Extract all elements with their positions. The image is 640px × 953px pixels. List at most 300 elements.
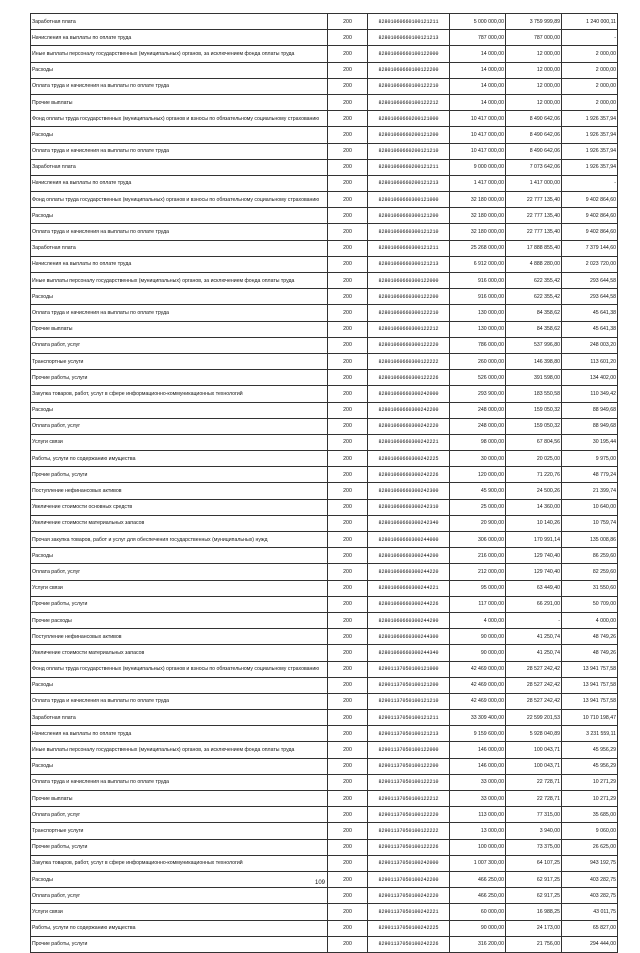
row-approved-cell: 306 000,00 (450, 532, 506, 548)
row-approved-cell: 120 000,00 (450, 467, 506, 483)
row-line-code-cell: 200 (328, 888, 368, 904)
row-unexecuted-cell: 7 379 144,60 (562, 240, 618, 256)
row-line-code-cell: 200 (328, 208, 368, 224)
row-line-code-cell: 200 (328, 564, 368, 580)
row-budget-code-cell: 82901137050100122212 (368, 791, 450, 807)
row-line-code-cell: 200 (328, 710, 368, 726)
row-name-cell: Начисления на выплаты по оплате труда (31, 256, 328, 272)
row-name-cell: Оплата работ, услуг (31, 564, 328, 580)
table-row (31, 208, 618, 224)
row-budget-code-cell: 82801060660300122222 (368, 353, 450, 369)
row-line-code-cell: 200 (328, 370, 368, 386)
row-executed-cell: 12 000,00 (506, 94, 562, 110)
row-budget-code-cell: 82801060660200121000 (368, 111, 450, 127)
row-unexecuted-cell: 13 941 757,58 (562, 693, 618, 709)
row-budget-code-cell: 82801060660300122212 (368, 321, 450, 337)
row-executed-cell: 159 050,32 (506, 418, 562, 434)
row-unexecuted-cell: 35 685,00 (562, 807, 618, 823)
row-approved-cell: 30 000,00 (450, 451, 506, 467)
row-name-cell: Услуги связи (31, 434, 328, 450)
row-line-code-cell: 200 (328, 289, 368, 305)
row-approved-cell: 916 000,00 (450, 273, 506, 289)
row-executed-cell: 3 940,00 (506, 823, 562, 839)
row-line-code-cell: 200 (328, 904, 368, 920)
row-name-cell: Прочие работы, услуги (31, 839, 328, 855)
row-budget-code-cell: 82901137050100121213 (368, 726, 450, 742)
row-executed-cell: 41 250,74 (506, 629, 562, 645)
row-approved-cell: 45 900,00 (450, 483, 506, 499)
row-budget-code-cell: 82801060660300242221 (368, 434, 450, 450)
row-approved-cell: 14 000,00 (450, 78, 506, 94)
table-row (31, 791, 618, 807)
row-approved-cell: 10 417 000,00 (450, 111, 506, 127)
row-approved-cell: 248 000,00 (450, 402, 506, 418)
row-budget-code-cell: 82801060660300122200 (368, 289, 450, 305)
row-approved-cell: 42 469 000,00 (450, 661, 506, 677)
row-approved-cell: 33 000,00 (450, 774, 506, 790)
table-row (31, 920, 618, 936)
row-approved-cell: 113 000,00 (450, 807, 506, 823)
row-executed-cell: 622 355,42 (506, 289, 562, 305)
table-row (31, 78, 618, 94)
row-line-code-cell: 200 (328, 337, 368, 353)
table-row (31, 742, 618, 758)
row-line-code-cell: 200 (328, 791, 368, 807)
row-executed-cell: 28 527 242,42 (506, 661, 562, 677)
row-budget-code-cell: 82801060660100121213 (368, 30, 450, 46)
row-unexecuted-cell: 48 749,26 (562, 645, 618, 661)
row-name-cell: Поступление нефинансовых активов (31, 629, 328, 645)
row-unexecuted-cell: 110 349,42 (562, 386, 618, 402)
row-name-cell: Фонд оплаты труда государственных (муниципальных) органов и взносы по обязательному социальному страхованию (31, 661, 328, 677)
row-line-code-cell: 200 (328, 532, 368, 548)
row-executed-cell: 22 777 135,40 (506, 192, 562, 208)
table-row (31, 353, 618, 369)
row-line-code-cell: 200 (328, 823, 368, 839)
row-name-cell: Заработная плата (31, 240, 328, 256)
row-name-cell: Прочие выплаты (31, 791, 328, 807)
row-approved-cell: 293 900,00 (450, 386, 506, 402)
row-unexecuted-cell: 45 641,38 (562, 321, 618, 337)
table-row (31, 175, 618, 191)
table-row (31, 532, 618, 548)
table-row (31, 499, 618, 515)
row-line-code-cell: 200 (328, 305, 368, 321)
row-name-cell: Оплата труда и начисления на выплаты по оплате труда (31, 774, 328, 790)
row-approved-cell: 100 000,00 (450, 839, 506, 855)
table-row (31, 515, 618, 531)
row-name-cell: Увеличение стоимости материальных запасов (31, 645, 328, 661)
row-unexecuted-cell: 9 402 864,60 (562, 208, 618, 224)
table-row (31, 629, 618, 645)
row-executed-cell: 21 756,00 (506, 936, 562, 952)
row-line-code-cell: 200 (328, 321, 368, 337)
row-executed-cell: 22 599 201,53 (506, 710, 562, 726)
row-executed-cell: 159 050,32 (506, 402, 562, 418)
row-approved-cell: 216 000,00 (450, 548, 506, 564)
row-budget-code-cell: 82801060660200121213 (368, 175, 450, 191)
row-approved-cell: 466 250,00 (450, 871, 506, 887)
row-line-code-cell: 200 (328, 451, 368, 467)
row-line-code-cell: 200 (328, 434, 368, 450)
row-executed-cell: 537 996,80 (506, 337, 562, 353)
row-budget-code-cell: 82801060660100122000 (368, 46, 450, 62)
report-table-container (30, 13, 617, 953)
row-unexecuted-cell: 26 625,00 (562, 839, 618, 855)
row-name-cell: Поступление нефинансовых активов (31, 483, 328, 499)
row-name-cell: Расходы (31, 871, 328, 887)
row-unexecuted-cell: 1 926 357,94 (562, 127, 618, 143)
row-budget-code-cell: 82901137050100122200 (368, 758, 450, 774)
row-budget-code-cell: 82901137050100242225 (368, 920, 450, 936)
row-line-code-cell: 200 (328, 758, 368, 774)
row-budget-code-cell: 82901137050100122220 (368, 807, 450, 823)
row-unexecuted-cell: 10 759,74 (562, 515, 618, 531)
row-line-code-cell: 200 (328, 78, 368, 94)
row-unexecuted-cell: 13 941 757,58 (562, 661, 618, 677)
row-executed-cell: 622 355,42 (506, 273, 562, 289)
row-line-code-cell: 200 (328, 111, 368, 127)
row-approved-cell: 33 309 400,00 (450, 710, 506, 726)
row-budget-code-cell: 82901137050100242200 (368, 871, 450, 887)
row-name-cell: Прочие работы, услуги (31, 936, 328, 952)
row-line-code-cell: 200 (328, 726, 368, 742)
row-executed-cell: 22 728,71 (506, 791, 562, 807)
row-approved-cell: 14 000,00 (450, 94, 506, 110)
row-budget-code-cell: 82801060660100122200 (368, 62, 450, 78)
table-row (31, 823, 618, 839)
row-executed-cell: 100 043,71 (506, 742, 562, 758)
table-row (31, 726, 618, 742)
row-line-code-cell: 200 (328, 693, 368, 709)
row-unexecuted-cell: 45 641,38 (562, 305, 618, 321)
row-line-code-cell: 200 (328, 159, 368, 175)
table-row (31, 612, 618, 628)
row-unexecuted-cell: 1 926 357,94 (562, 159, 618, 175)
row-approved-cell: 9 000 000,00 (450, 159, 506, 175)
row-budget-code-cell: 82901137050100121000 (368, 661, 450, 677)
row-line-code-cell: 200 (328, 499, 368, 515)
row-unexecuted-cell: 1 926 357,94 (562, 111, 618, 127)
row-unexecuted-cell: 45 956,29 (562, 758, 618, 774)
table-row (31, 273, 618, 289)
row-name-cell: Прочие работы, услуги (31, 467, 328, 483)
row-budget-code-cell: 82901137050100121200 (368, 677, 450, 693)
row-executed-cell: 12 000,00 (506, 78, 562, 94)
table-row (31, 370, 618, 386)
row-line-code-cell: 200 (328, 629, 368, 645)
row-budget-code-cell: 82801060660300244226 (368, 596, 450, 612)
row-executed-cell: 8 490 642,06 (506, 127, 562, 143)
row-unexecuted-cell: 88 949,68 (562, 418, 618, 434)
row-approved-cell: 9 159 600,00 (450, 726, 506, 742)
row-line-code-cell: 200 (328, 62, 368, 78)
row-name-cell: Прочие работы, услуги (31, 370, 328, 386)
row-executed-cell: 100 043,71 (506, 758, 562, 774)
row-budget-code-cell: 82901137050100122000 (368, 742, 450, 758)
row-approved-cell: 95 000,00 (450, 580, 506, 596)
row-approved-cell: 60 000,00 (450, 904, 506, 920)
row-line-code-cell: 200 (328, 175, 368, 191)
row-unexecuted-cell: 4 000,00 (562, 612, 618, 628)
row-executed-cell: 77 315,00 (506, 807, 562, 823)
row-executed-cell: 84 358,62 (506, 321, 562, 337)
row-unexecuted-cell: 2 000,00 (562, 78, 618, 94)
row-line-code-cell: 200 (328, 548, 368, 564)
row-name-cell: Прочие выплаты (31, 321, 328, 337)
row-budget-code-cell: 82801060660300242225 (368, 451, 450, 467)
row-executed-cell: 63 449,40 (506, 580, 562, 596)
row-executed-cell: 20 025,00 (506, 451, 562, 467)
row-unexecuted-cell: 113 601,20 (562, 353, 618, 369)
row-name-cell: Заработная плата (31, 159, 328, 175)
row-unexecuted-cell: 9 975,00 (562, 451, 618, 467)
row-executed-cell: 8 490 642,06 (506, 111, 562, 127)
row-name-cell: Иные выплаты персоналу государственных (муниципальных) органов, за исключением фонда оплаты труда (31, 273, 328, 289)
row-line-code-cell: 200 (328, 807, 368, 823)
row-line-code-cell: 200 (328, 742, 368, 758)
row-budget-code-cell: 82801060660200121211 (368, 159, 450, 175)
row-approved-cell: 916 000,00 (450, 289, 506, 305)
table-row (31, 256, 618, 272)
row-unexecuted-cell: 65 827,00 (562, 920, 618, 936)
table-row (31, 580, 618, 596)
table-row (31, 548, 618, 564)
row-budget-code-cell: 82801060660200121200 (368, 127, 450, 143)
row-executed-cell: 84 358,62 (506, 305, 562, 321)
table-row (31, 839, 618, 855)
table-row (31, 386, 618, 402)
row-name-cell: Иные выплаты персоналу государственных (муниципальных) органов, за исключением фонда оплаты труда (31, 46, 328, 62)
row-unexecuted-cell: 2 000,00 (562, 62, 618, 78)
row-budget-code-cell: 82801060660300244290 (368, 612, 450, 628)
row-line-code-cell: 200 (328, 467, 368, 483)
row-executed-cell: 183 550,58 (506, 386, 562, 402)
row-approved-cell: 146 000,00 (450, 758, 506, 774)
row-approved-cell: 787 000,00 (450, 30, 506, 46)
row-name-cell: Оплата труда и начисления на выплаты по оплате труда (31, 143, 328, 159)
row-budget-code-cell: 82801060660300244000 (368, 532, 450, 548)
row-executed-cell: 73 375,00 (506, 839, 562, 855)
row-line-code-cell: 200 (328, 661, 368, 677)
row-approved-cell: 260 000,00 (450, 353, 506, 369)
row-approved-cell: 42 469 000,00 (450, 677, 506, 693)
row-unexecuted-cell: - (562, 175, 618, 191)
row-line-code-cell: 200 (328, 386, 368, 402)
row-unexecuted-cell: 50 709,00 (562, 596, 618, 612)
row-unexecuted-cell: 48 749,26 (562, 629, 618, 645)
table-row (31, 645, 618, 661)
row-name-cell: Работы, услуги по содержанию имущества (31, 451, 328, 467)
row-budget-code-cell: 82801060660200121210 (368, 143, 450, 159)
row-unexecuted-cell: 45 956,29 (562, 742, 618, 758)
row-line-code-cell: 200 (328, 580, 368, 596)
row-line-code-cell: 200 (328, 677, 368, 693)
row-budget-code-cell: 82801060660300242000 (368, 386, 450, 402)
row-approved-cell: 1 417 000,00 (450, 175, 506, 191)
row-approved-cell: 130 000,00 (450, 321, 506, 337)
row-line-code-cell: 200 (328, 483, 368, 499)
table-row (31, 143, 618, 159)
row-unexecuted-cell: - (562, 30, 618, 46)
row-line-code-cell: 200 (328, 14, 368, 30)
row-executed-cell: 41 250,74 (506, 645, 562, 661)
row-name-cell: Расходы (31, 677, 328, 693)
table-body (31, 14, 618, 953)
row-approved-cell: 146 000,00 (450, 742, 506, 758)
table-row (31, 289, 618, 305)
row-budget-code-cell: 82801060660300242310 (368, 499, 450, 515)
row-line-code-cell: 200 (328, 273, 368, 289)
row-executed-cell: 5 928 040,89 (506, 726, 562, 742)
row-executed-cell: 62 917,25 (506, 871, 562, 887)
row-name-cell: Услуги связи (31, 580, 328, 596)
row-approved-cell: 13 000,00 (450, 823, 506, 839)
row-name-cell: Оплата работ, услуг (31, 337, 328, 353)
row-unexecuted-cell: 10 271,29 (562, 774, 618, 790)
row-name-cell: Начисления на выплаты по оплате труда (31, 726, 328, 742)
page-number: 109 (314, 880, 325, 886)
row-budget-code-cell: 82801060660300121000 (368, 192, 450, 208)
row-executed-cell: 12 000,00 (506, 46, 562, 62)
row-budget-code-cell: 82801060660100122210 (368, 78, 450, 94)
row-budget-code-cell: 82801060660300121210 (368, 224, 450, 240)
row-line-code-cell: 200 (328, 645, 368, 661)
row-budget-code-cell: 82901137050100122222 (368, 823, 450, 839)
table-row (31, 402, 618, 418)
row-unexecuted-cell: 13 941 757,58 (562, 677, 618, 693)
row-unexecuted-cell: 10 710 198,47 (562, 710, 618, 726)
row-approved-cell: 14 000,00 (450, 46, 506, 62)
table-row (31, 337, 618, 353)
row-name-cell: Расходы (31, 758, 328, 774)
row-name-cell: Оплата труда и начисления на выплаты по оплате труда (31, 224, 328, 240)
row-name-cell: Оплата труда и начисления на выплаты по оплате труда (31, 305, 328, 321)
table-row (31, 321, 618, 337)
row-name-cell: Транспортные услуги (31, 823, 328, 839)
row-executed-cell: 62 917,25 (506, 888, 562, 904)
row-executed-cell: 71 220,76 (506, 467, 562, 483)
row-approved-cell: 10 417 000,00 (450, 143, 506, 159)
row-name-cell: Расходы (31, 548, 328, 564)
table-row (31, 710, 618, 726)
row-line-code-cell: 200 (328, 127, 368, 143)
row-unexecuted-cell: 9 402 864,60 (562, 192, 618, 208)
row-line-code-cell: 200 (328, 240, 368, 256)
table-row (31, 418, 618, 434)
row-budget-code-cell: 82901137050100242226 (368, 936, 450, 952)
row-approved-cell: 6 912 000,00 (450, 256, 506, 272)
row-line-code-cell: 200 (328, 871, 368, 887)
table-row (31, 467, 618, 483)
row-budget-code-cell: 82901137050100242220 (368, 888, 450, 904)
row-executed-cell: 787 000,00 (506, 30, 562, 46)
row-name-cell: Работы, услуги по содержанию имущества (31, 920, 328, 936)
row-approved-cell: 1 007 300,00 (450, 855, 506, 871)
row-unexecuted-cell: 2 023 720,00 (562, 256, 618, 272)
row-line-code-cell: 200 (328, 515, 368, 531)
row-executed-cell: 24 173,00 (506, 920, 562, 936)
row-executed-cell: 391 598,00 (506, 370, 562, 386)
row-unexecuted-cell: 10 640,00 (562, 499, 618, 515)
row-name-cell: Увеличение стоимости материальных запасов (31, 515, 328, 531)
row-line-code-cell: 200 (328, 855, 368, 871)
table-row (31, 192, 618, 208)
row-name-cell: Расходы (31, 208, 328, 224)
row-executed-cell: 14 360,00 (506, 499, 562, 515)
row-approved-cell: 32 180 000,00 (450, 208, 506, 224)
row-executed-cell: 22 777 135,40 (506, 208, 562, 224)
table-row (31, 661, 618, 677)
row-name-cell: Прочие выплаты (31, 94, 328, 110)
row-approved-cell: 786 000,00 (450, 337, 506, 353)
row-name-cell: Заработная плата (31, 14, 328, 30)
row-budget-code-cell: 82801060660300242340 (368, 515, 450, 531)
row-executed-cell: 17 888 855,40 (506, 240, 562, 256)
row-name-cell: Начисления на выплаты по оплате труда (31, 30, 328, 46)
row-budget-code-cell: 82901137050100122210 (368, 774, 450, 790)
row-name-cell: Расходы (31, 289, 328, 305)
row-budget-code-cell: 82901137050100122226 (368, 839, 450, 855)
row-name-cell: Закупка товаров, работ, услуг в сфере информационно-коммуникационных технологий (31, 386, 328, 402)
row-approved-cell: 5 000 000,00 (450, 14, 506, 30)
row-line-code-cell: 200 (328, 936, 368, 952)
row-approved-cell: 248 000,00 (450, 418, 506, 434)
row-name-cell: Заработная плата (31, 710, 328, 726)
row-unexecuted-cell: 135 008,86 (562, 532, 618, 548)
table-row (31, 677, 618, 693)
row-name-cell: Оплата работ, услуг (31, 888, 328, 904)
row-executed-cell: 28 527 242,42 (506, 693, 562, 709)
row-name-cell: Начисления на выплаты по оплате труда (31, 175, 328, 191)
table-row (31, 564, 618, 580)
row-executed-cell: 10 140,26 (506, 515, 562, 531)
row-approved-cell: 32 180 000,00 (450, 192, 506, 208)
row-budget-code-cell: 82801060660300121213 (368, 256, 450, 272)
row-budget-code-cell: 82901137050100242221 (368, 904, 450, 920)
row-line-code-cell: 200 (328, 192, 368, 208)
table-row (31, 240, 618, 256)
table-row (31, 888, 618, 904)
row-name-cell: Увеличение стоимости основных средств (31, 499, 328, 515)
row-unexecuted-cell: 82 259,60 (562, 564, 618, 580)
row-unexecuted-cell: 30 195,44 (562, 434, 618, 450)
table-row (31, 936, 618, 952)
row-executed-cell: 7 073 642,06 (506, 159, 562, 175)
row-executed-cell: 129 740,40 (506, 548, 562, 564)
row-approved-cell: 4 000,00 (450, 612, 506, 628)
row-name-cell: Оплата работ, услуг (31, 807, 328, 823)
row-unexecuted-cell: 31 550,60 (562, 580, 618, 596)
row-budget-code-cell: 82801060660100122212 (368, 94, 450, 110)
row-approved-cell: 25 000,00 (450, 499, 506, 515)
row-line-code-cell: 200 (328, 612, 368, 628)
table-row (31, 46, 618, 62)
row-approved-cell: 90 000,00 (450, 920, 506, 936)
row-budget-code-cell: 82801060660300242226 (368, 467, 450, 483)
row-approved-cell: 526 000,00 (450, 370, 506, 386)
row-name-cell: Фонд оплаты труда государственных (муниципальных) органов и взносы по обязательному социальному страхованию (31, 111, 328, 127)
row-budget-code-cell: 82901137050100242000 (368, 855, 450, 871)
table-row (31, 434, 618, 450)
row-executed-cell: 67 804,56 (506, 434, 562, 450)
row-approved-cell: 90 000,00 (450, 629, 506, 645)
row-name-cell: Расходы (31, 402, 328, 418)
row-name-cell: Закупка товаров, работ, услуг в сфере информационно-коммуникационных технологий (31, 855, 328, 871)
table-row (31, 693, 618, 709)
row-unexecuted-cell: 403 282,75 (562, 888, 618, 904)
row-executed-cell: 170 991,14 (506, 532, 562, 548)
